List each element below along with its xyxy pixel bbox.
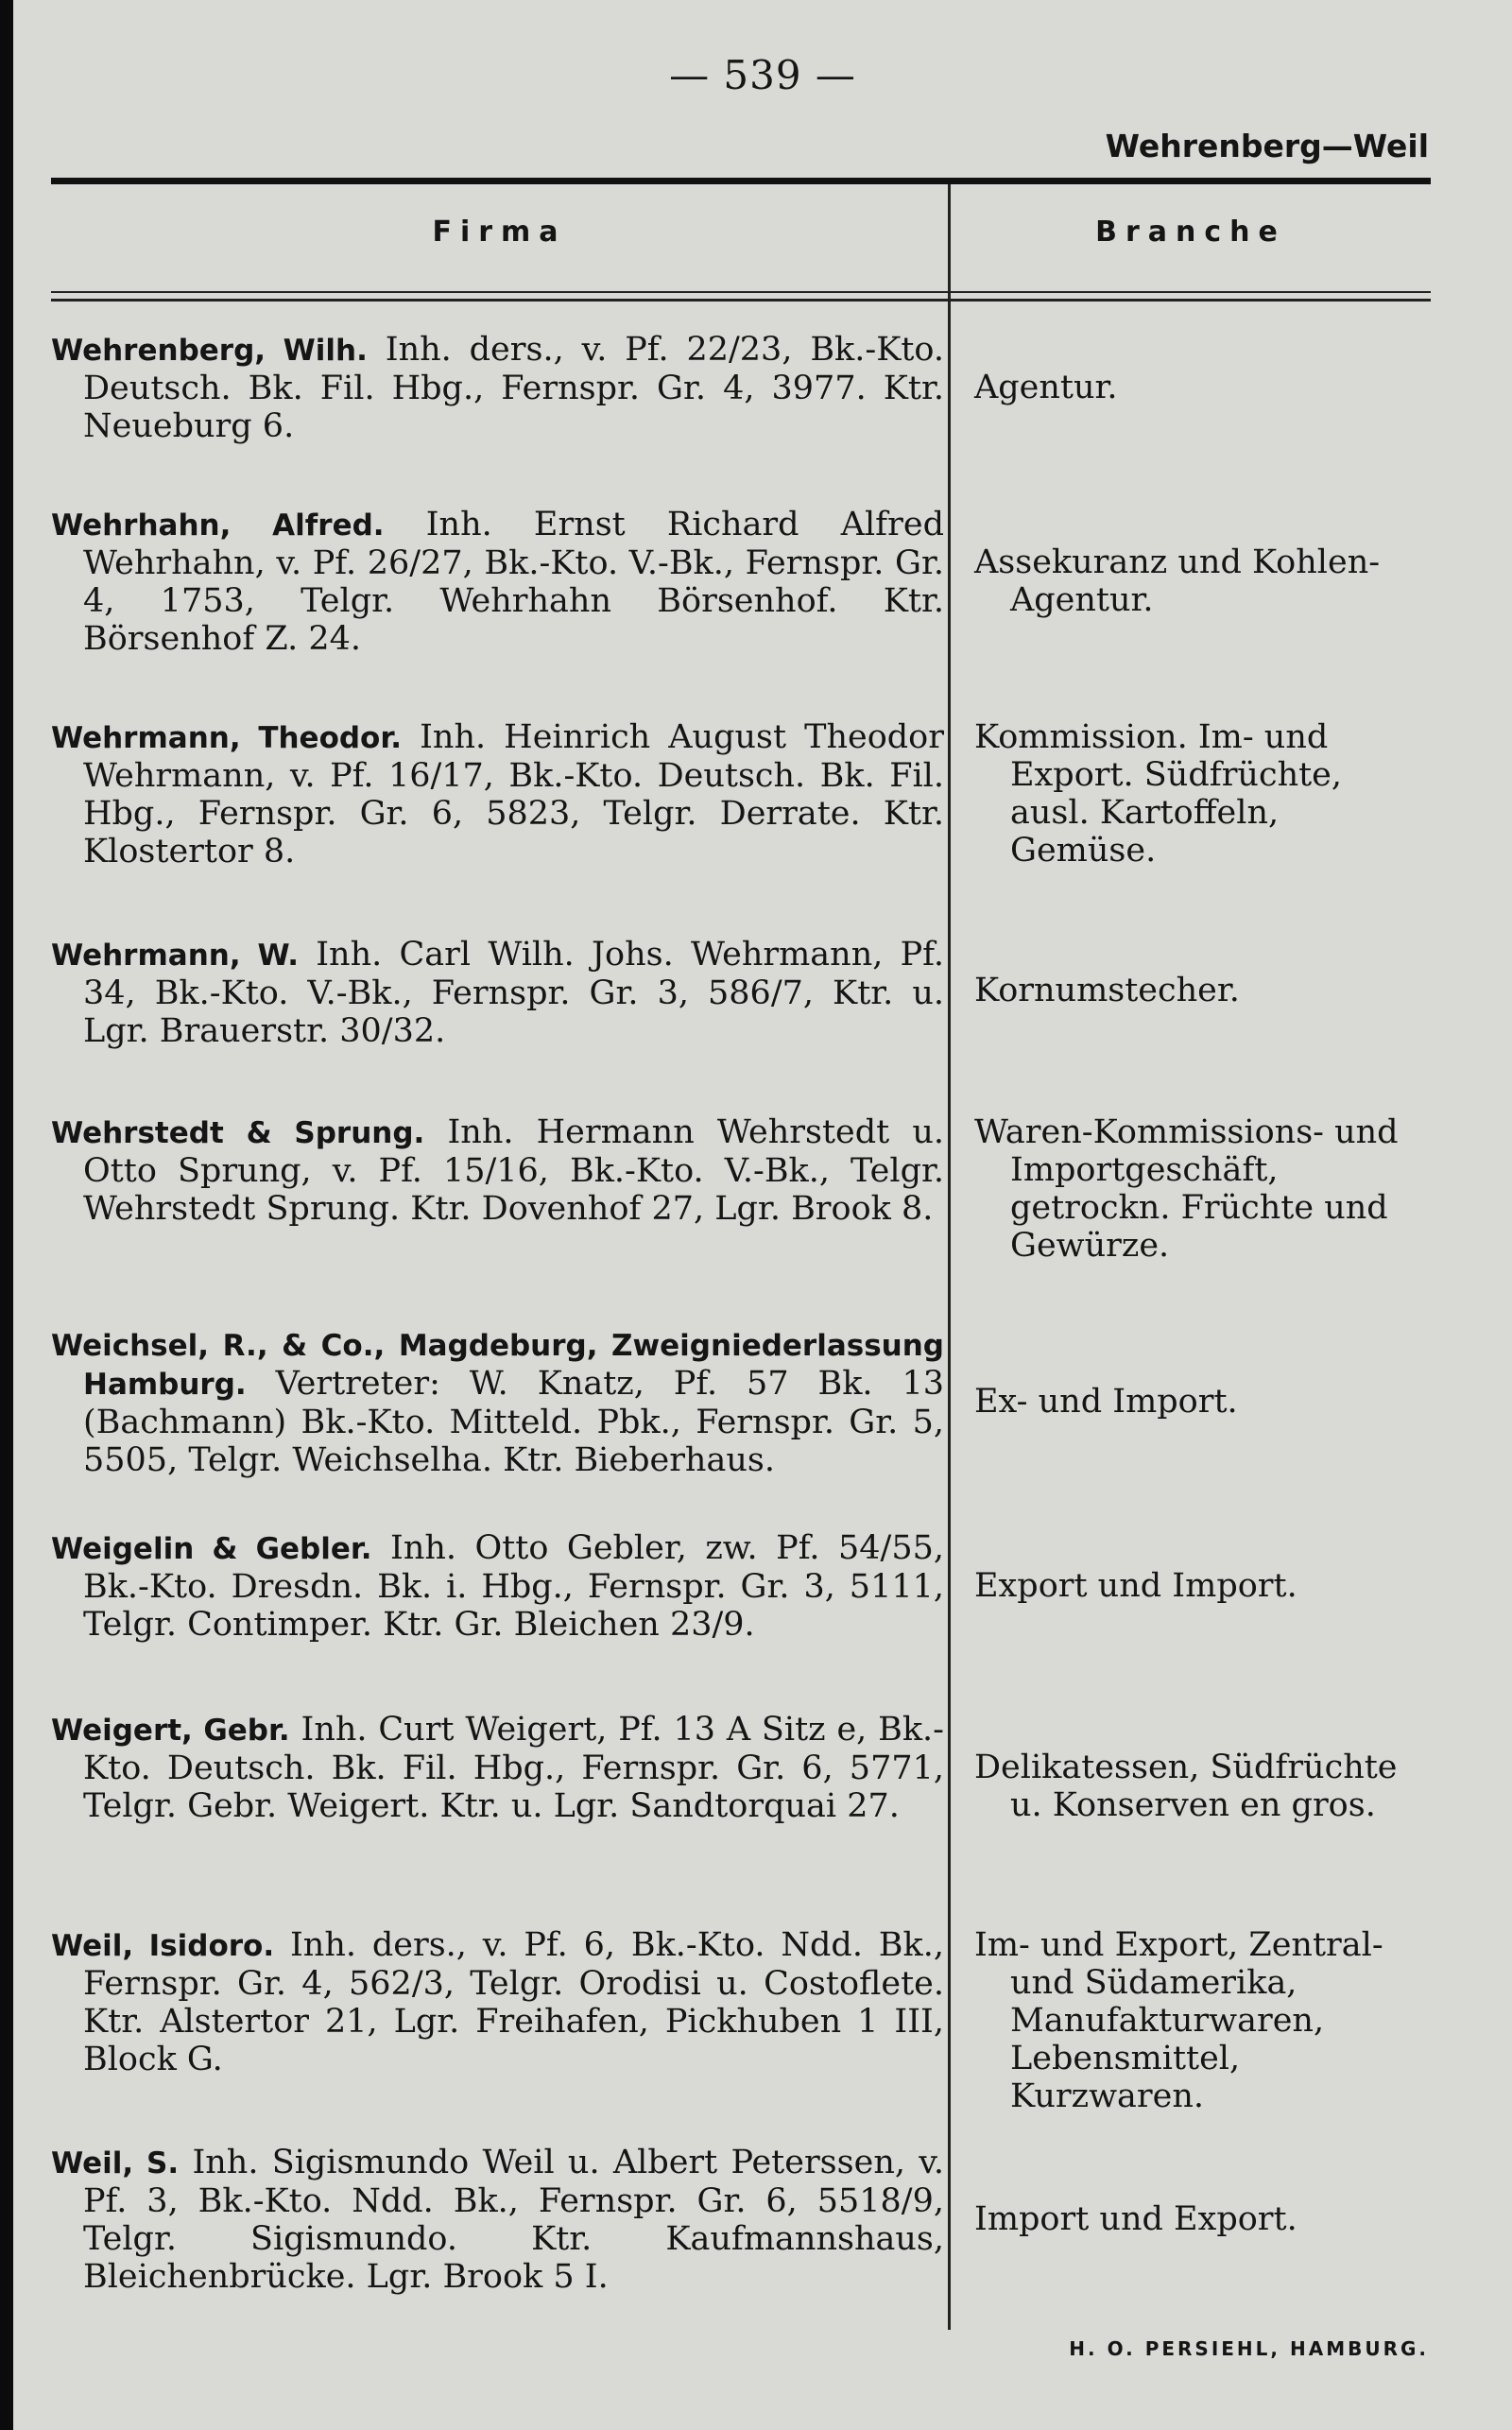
firm-name: Wehrhahn, Alfred. — [51, 508, 385, 543]
running-head: Wehrenberg—Weil — [1105, 128, 1429, 164]
entry-firma — [51, 1113, 944, 1228]
entry-firma — [51, 2144, 944, 2296]
list-item — [51, 506, 1381, 658]
entry-branche: Im- und Export, Zentral- und Südamerika, Manufakturwaren, Lebensmittel, Kurzwaren. — [974, 1926, 1383, 2115]
list-item — [51, 1926, 1383, 2115]
firm-name: Weigert, Gebr. — [51, 1714, 290, 1748]
firm-name: Weil, Isidoro. — [51, 1929, 275, 1963]
list-item — [51, 1711, 1398, 1825]
firm-details: Inh. Heinrich August Theodor Wehrmann, v. Pf. 16/17, Bk.-Kto. Deutsch. Bk. Fil. Hbg., Fernspr. Gr. 6, 5823, Telgr. Derrate. Ktr. Klostertor 8. — [83, 718, 944, 870]
list-item — [51, 718, 1343, 870]
entry-branche: Agentur. — [974, 369, 1118, 406]
list-item — [51, 936, 1240, 1050]
firm-details: Inh. ders., v. Pf. 6, Bk.-Kto. Ndd. Bk., Fernspr. Gr. 4, 562/3, Telgr. Orodisi u. Costoflete. Ktr. Alstertor 21, Lgr. Freihafen, Pickhuben 1 III, Block G. — [83, 1926, 944, 2078]
page-number: — 539 — — [669, 52, 856, 98]
firm-details: Vertreter: W. Knatz, Pf. 57 Bk. 13 (Bachmann) Bk.-Kto. Mitteld. Pbk., Fernspr. Gr. 5, 5505, Telgr. Weichselha. Ktr. Bieberhaus. — [83, 1365, 944, 1479]
entry-firma — [51, 1529, 944, 1644]
entry-branche: Assekuranz und Kohlen-Agentur. — [974, 543, 1381, 619]
firm-details: Inh. Ernst Richard Alfred Wehrhahn, v. Pf. 26/27, Bk.-Kto. V.-Bk., Fernspr. Gr. 4, 1753, Telgr. Wehrhahn Börsenhof. Ktr. Börsenhof Z. 24. — [83, 506, 944, 658]
entry-firma — [51, 936, 944, 1050]
firm-name: Weil, S. — [51, 2146, 180, 2180]
list-item — [51, 1326, 1238, 1479]
entry-firma — [51, 1711, 944, 1825]
firm-name: Wehrmann, Theodor. — [51, 721, 403, 755]
entry-firma — [51, 331, 944, 445]
firm-details: Inh. Sigismundo Weil u. Albert Peterssen, v. Pf. 3, Bk.-Kto. Ndd. Bk., Fernspr. Gr. 6, 5518/9, Telgr. Sigismundo. Ktr. Kaufmannshaus, Bleichenbrücke. Lgr. Brook 5 I. — [83, 2144, 944, 2296]
entry-firma — [51, 1326, 944, 1479]
firm-name: Wehrmann, W. — [51, 939, 299, 973]
list-item — [51, 1529, 1297, 1644]
column-header-branche: Branche — [1095, 215, 1286, 249]
header-rule-lower — [51, 299, 1431, 302]
directory-page — [13, 0, 1512, 2430]
entry-firma — [51, 718, 944, 870]
entry-branche: Import und Export. — [974, 2200, 1297, 2238]
entry-branche: Ex- und Import. — [974, 1383, 1238, 1421]
firm-name: Wehrenberg, Wilh. — [51, 334, 368, 368]
firm-details: Inh. Carl Wilh. Johs. Wehrmann, Pf. 34, Bk.-Kto. V.-Bk., Fernspr. Gr. 3, 586/7, Ktr. u. Lgr. Brauerstr. 30/32. — [83, 936, 944, 1050]
header-rule-upper — [51, 291, 1431, 293]
firm-details: Inh. Otto Gebler, zw. Pf. 54/55, Bk.-Kto. Dresdn. Bk. i. Hbg., Fernspr. Gr. 3, 5111, Telgr. Contimper. Ktr. Gr. Bleichen 23/9. — [83, 1529, 944, 1644]
top-rule — [51, 178, 1431, 184]
entry-branche: Kommission. Im- und Export. Südfrüchte, ausl. Kartoffeln, Gemüse. — [974, 718, 1343, 870]
entry-branche: Kornumstecher. — [974, 972, 1240, 1009]
entry-firma — [51, 1926, 944, 2078]
list-item — [51, 2144, 1297, 2296]
firm-name: Wehrstedt & Sprung. — [51, 1116, 425, 1150]
firm-details: Inh. Hermann Wehrstedt u. Otto Sprung, v. Pf. 15/16, Bk.-Kto. V.-Bk., Telgr. Wehrstedt Sprung. Ktr. Dovenhof 27, Lgr. Brook 8. — [83, 1113, 944, 1228]
entry-branche: Waren-Kommissions- und Importgeschäft, getrockn. Früchte und Gewürze. — [974, 1113, 1399, 1265]
firm-details: Inh. Curt Weigert, Pf. 13 A Sitz e, Bk.-Kto. Deutsch. Bk. Fil. Hbg., Fernspr. Gr. 6, 5771, Telgr. Gebr. Weigert. Ktr. u. Lgr. Sandtorquai 27. — [83, 1711, 944, 1825]
column-divider — [948, 184, 951, 2330]
list-item — [51, 1113, 1399, 1265]
column-header-firma: Firma — [432, 215, 567, 249]
firm-name: Weigelin & Gebler. — [51, 1532, 372, 1566]
entry-firma — [51, 506, 944, 658]
entry-branche: Export und Import. — [974, 1567, 1297, 1605]
list-item — [51, 331, 1118, 445]
firm-name: Weichsel, R., & Co., Magdeburg, Zweigniederlassung Hamburg. — [51, 1329, 944, 1402]
firm-details: Inh. ders., v. Pf. 22/23, Bk.-Kto. Deutsch. Bk. Fil. Hbg., Fernspr. Gr. 4, 3977. Ktr. Neueburg 6. — [83, 331, 944, 445]
entry-branche: Delikatessen, Südfrüchte u. Konserven en gros. — [974, 1749, 1398, 1824]
printer-imprint: H. O. PERSIEHL, HAMBURG. — [1069, 2337, 1429, 2360]
